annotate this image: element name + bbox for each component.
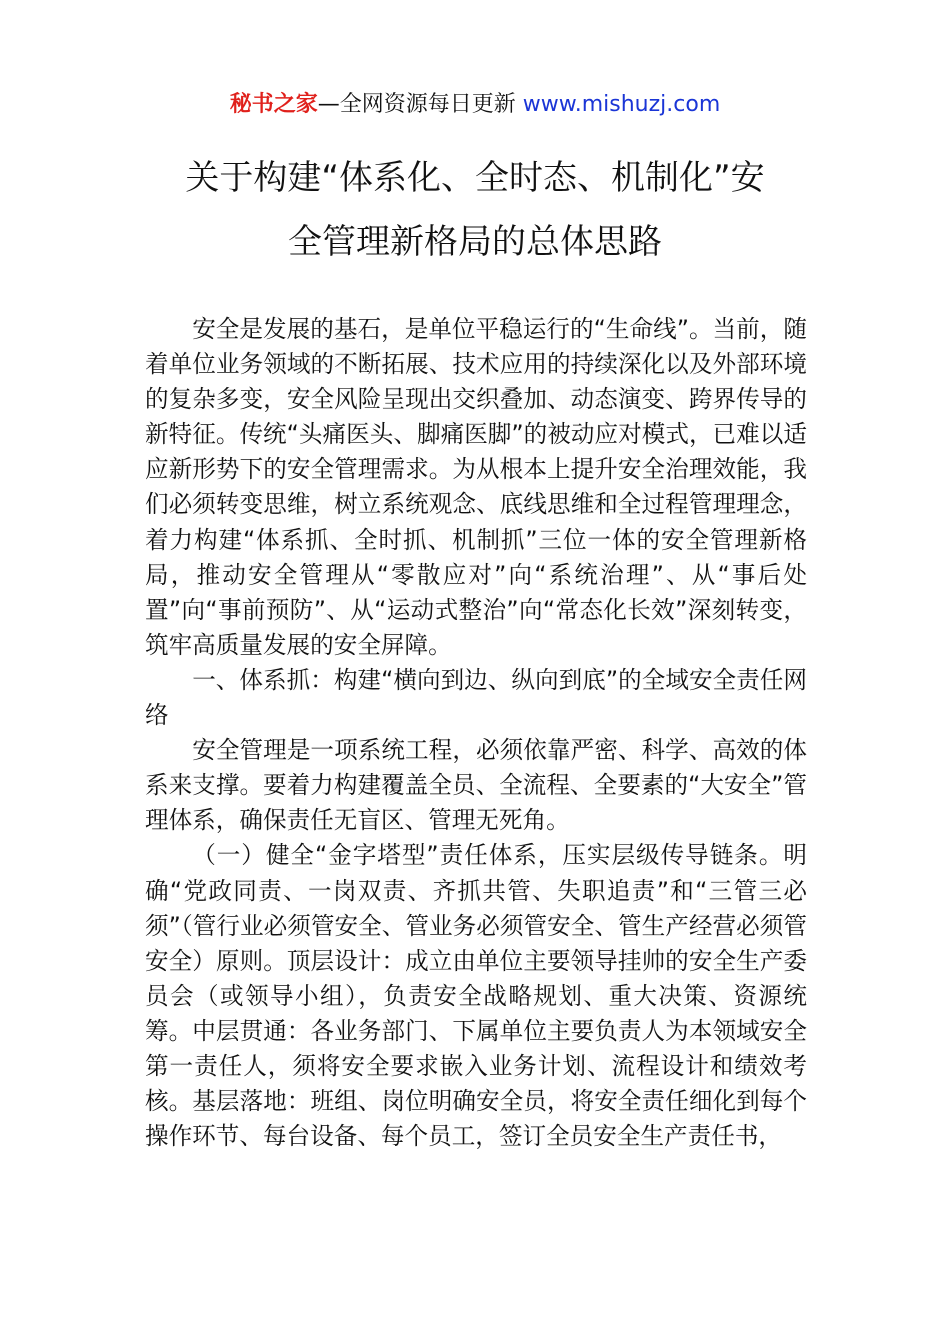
document-body	[145, 312, 807, 1154]
document-title	[60, 146, 890, 274]
title-line-1: 关于构建“体系化、全时态、机制化”安	[185, 158, 765, 198]
site-url-link[interactable]: www.mishuzj.com	[522, 92, 721, 117]
site-brand: 秘书之家	[229, 92, 318, 117]
site-tagline: —全网资源每日更新	[317, 92, 523, 117]
paragraph-intro: 安全是发展的基石，是单位平稳运行的“生命线”。当前，随着单位业务领域的不断拓展、技术应用的持续深化以及外部环境的复杂多变，安全风险呈现出交织叠加、动态演变、跨界传导的新特征。传统“头痛医头、脚痛医脚”的被动应对模式，已难以适应新形势下的安全管理需求。为从根本上提升安全治理效能，我们必须转变思维，树立系统观念、底线思维和全过程管理理念，着力构建“体系抓、全时抓、机制抓”三位一体的安全管理新格局，推动安全管理从“零散应对”向“系统治理”、从“事后处置”向“事前预防”、从“运动式整治”向“常态化长效”深刻转变，筑牢高质量发展的安全屏障。	[145, 315, 807, 659]
title-line-2: 全管理新格局的总体思路	[288, 222, 662, 262]
site-header	[0, 88, 950, 122]
paragraph-subsection-1: （一）健全“金字塔型”责任体系，压实层级传导链条。明确“党政同责、一岗双责、齐抓共管、失职追责”和“三管三必须”（管行业必须管安全、管业务必须管安全、管生产经营必须管安全）原则。顶层设计：成立由单位主要领导挂帅的安全生产委员会（或领导小组），负责安全战略规划、重大决策、资源统筹。中层贯通：各业务部门、下属单位主要负责人为本领域安全第一责任人，须将安全要求嵌入业务计划、流程设计和绩效考核。基层落地：班组、岗位明确安全员，将安全责任细化到每个操作环节、每台设备、每个员工，签订全员安全生产责任书，	[145, 841, 807, 1151]
paragraph-section-1: 安全管理是一项系统工程，必须依靠严密、科学、高效的体系来支撑。要着力构建覆盖全员、全流程、全要素的“大安全”管理体系，确保责任无盲区、管理无死角。	[145, 736, 807, 835]
section-heading-1: 一、体系抓：构建“横向到边、纵向到底”的全域安全责任网络	[145, 665, 807, 730]
